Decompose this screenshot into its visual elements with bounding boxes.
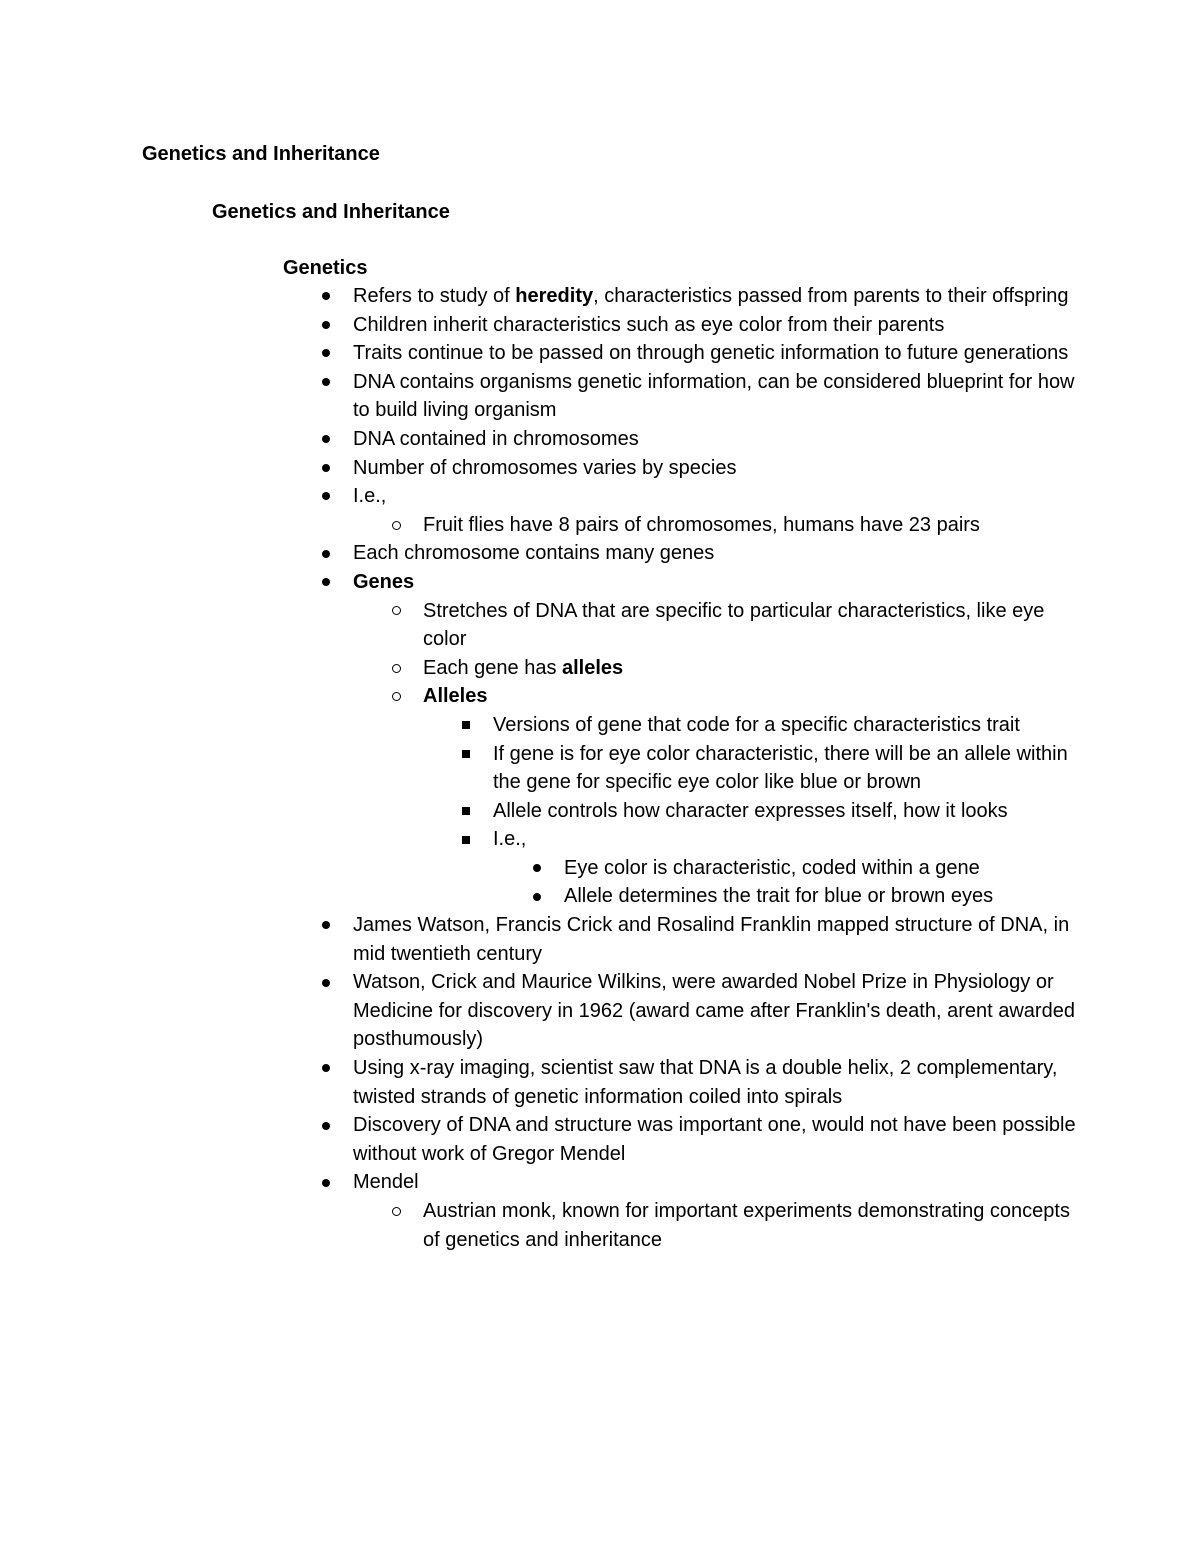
list-item-text: Stretches of DNA that are specific to particular characteristics, like eye color <box>423 599 1045 651</box>
list-item-text: Children inherit characteristics such as eye color from their parents <box>353 313 945 336</box>
list-item-text: Refers to study of <box>353 285 516 307</box>
term-genes: Genes <box>353 570 415 593</box>
list-item <box>0 539 1200 568</box>
list-item-text: Each gene has <box>423 656 562 679</box>
bullet-dot-icon <box>527 882 547 911</box>
list-item-text: Traits continue to be passed on through genetic information to future generations <box>353 342 1069 365</box>
bullet-square-icon <box>456 797 476 826</box>
bullet-dot-icon <box>316 368 336 397</box>
bullet-dot-icon <box>316 568 336 597</box>
list-item <box>0 1111 1200 1168</box>
bullet-square-icon <box>456 740 476 769</box>
bullet-dot-icon <box>316 911 336 940</box>
list-item <box>0 1054 1200 1111</box>
bullet-dot-icon <box>316 282 336 311</box>
list-item <box>0 682 1200 711</box>
list-item-text: I.e., <box>493 828 527 851</box>
genetics-notes-list <box>0 282 1200 1254</box>
bullet-dot-icon <box>316 482 336 511</box>
list-item <box>0 511 1200 540</box>
bullet-dot-icon <box>316 968 336 997</box>
list-item-text: Fruit flies have 8 pairs of chromosomes, humans have 23 pairs <box>423 513 980 536</box>
list-item-text: Discovery of DNA and structure was important one, would not have been possible without work of Gregor Mendel <box>353 1114 1076 1165</box>
bullet-dot-icon <box>316 1168 336 1197</box>
list-item <box>0 597 1200 654</box>
list-item-text: DNA contained in chromosomes <box>353 427 639 450</box>
list-item <box>0 454 1200 483</box>
bullet-dot-icon <box>316 311 336 340</box>
list-item <box>0 425 1200 454</box>
list-item <box>0 854 1200 883</box>
list-item <box>0 1197 1200 1254</box>
bullet-circle-icon <box>386 682 406 711</box>
list-item <box>0 740 1200 797</box>
list-item-text: Eye color is characteristic, coded within a gene <box>564 856 980 879</box>
list-item-text: Number of chromosomes varies by species <box>353 456 737 479</box>
list-item-text: Austrian monk, known for important experiments demonstrating concepts of genetics and inheritance <box>423 1200 1070 1251</box>
list-item <box>0 825 1200 854</box>
list-item <box>0 311 1200 340</box>
list-item-text: Using x-ray imaging, scientist saw that DNA is a double helix, 2 complementary, twisted strands of genetic information coiled into spirals <box>353 1057 1058 1108</box>
list-item <box>0 711 1200 740</box>
list-item <box>0 1168 1200 1197</box>
list-item <box>0 482 1200 511</box>
bullet-dot-icon <box>316 454 336 483</box>
bullet-circle-icon <box>386 1197 406 1226</box>
term-heredity: heredity <box>515 285 594 307</box>
term-alleles-heading: Alleles <box>423 685 488 708</box>
list-item-text: Versions of gene that code for a specific characteristics trait <box>493 713 1020 736</box>
bullet-dot-icon <box>316 1054 336 1083</box>
bullet-square-icon <box>456 711 476 740</box>
list-item-text: James Watson, Francis Crick and Rosalind Franklin mapped structure of DNA, in mid twentieth century <box>353 914 1070 965</box>
list-item-text: If gene is for eye color characteristic, there will be an allele within the gene for specific eye color like blue or brown <box>493 742 1068 794</box>
section-heading-genetics: Genetics <box>283 257 368 279</box>
list-item-text: DNA contains organisms genetic information, can be considered blueprint for how to build living organism <box>353 370 1075 422</box>
document-subtitle: Genetics and Inheritance <box>212 201 450 223</box>
list-item <box>0 339 1200 368</box>
list-item-text: Each chromosome contains many genes <box>353 542 715 565</box>
bullet-square-icon <box>456 825 476 854</box>
list-item-text: I.e., <box>353 485 387 508</box>
list-item <box>0 282 1200 311</box>
list-item-text: Watson, Crick and Maurice Wilkins, were awarded Nobel Prize in Physiology or Medicine for discovery in 1962 (award came after Franklin's death, arent awarded posthumously) <box>353 971 1075 1051</box>
bullet-dot-icon <box>527 854 547 883</box>
list-item <box>0 654 1200 683</box>
list-item <box>0 568 1200 597</box>
list-item-text: , characteristics passed from parents to their offspring <box>593 285 1069 307</box>
list-item <box>0 911 1200 968</box>
list-item <box>0 368 1200 425</box>
list-item <box>0 797 1200 826</box>
bullet-dot-icon <box>316 539 336 568</box>
bullet-circle-icon <box>386 597 406 626</box>
list-item-text: Allele determines the trait for blue or brown eyes <box>564 885 994 908</box>
list-item-text: Allele controls how character expresses itself, how it looks <box>493 799 1008 822</box>
document-title: Genetics and Inheritance <box>142 143 380 165</box>
bullet-dot-icon <box>316 1111 336 1140</box>
bullet-circle-icon <box>386 511 406 540</box>
bullet-dot-icon <box>316 425 336 454</box>
list-item-text: Mendel <box>353 1171 419 1194</box>
term-alleles: alleles <box>562 656 624 679</box>
bullet-dot-icon <box>316 339 336 368</box>
bullet-circle-icon <box>386 654 406 683</box>
list-item <box>0 968 1200 1054</box>
list-item <box>0 882 1200 911</box>
